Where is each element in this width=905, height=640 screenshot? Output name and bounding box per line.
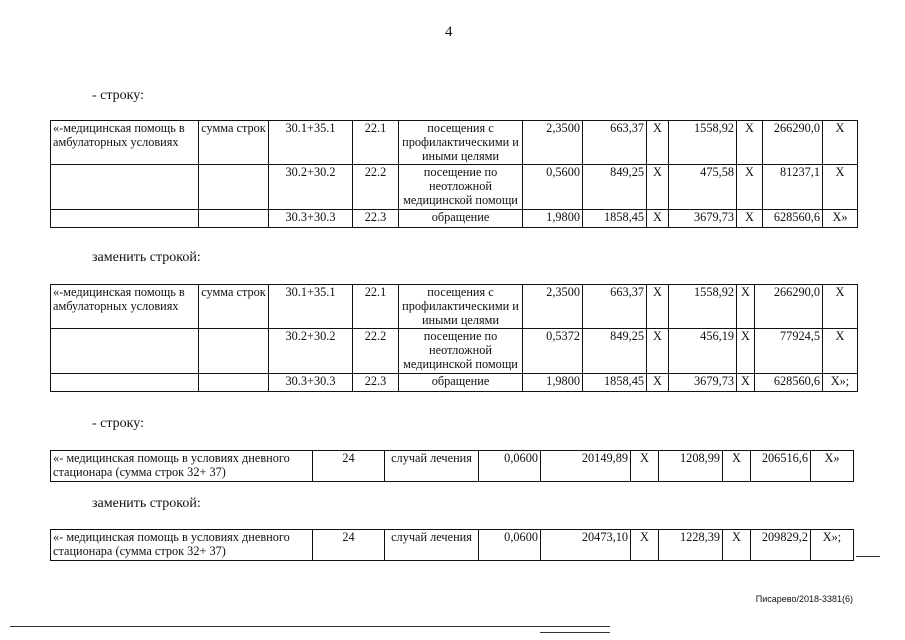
- table-row: [51, 210, 858, 228]
- cell-line-number: 22.3: [353, 210, 399, 228]
- cell-sum: [199, 210, 269, 228]
- cell-total: 266290,0: [755, 285, 823, 329]
- cell-norm: 1,9800: [523, 374, 583, 392]
- cell-unit: посещения с профилактическими и иными целями: [399, 121, 523, 165]
- cell-x: Х: [737, 374, 755, 392]
- label-replace-1: заменить строкой:: [92, 250, 201, 265]
- cell-x: Х: [737, 165, 763, 210]
- scan-edge-line-short: [540, 632, 610, 633]
- cell-formula: 30.1+35.1: [269, 121, 353, 165]
- cell-total: 209829,2: [751, 530, 811, 561]
- cell-x: Х: [647, 285, 669, 329]
- cell-norm: 0,5372: [523, 329, 583, 374]
- cell-unit: посещение по неотложной медицинской помощи: [399, 329, 523, 374]
- cell-per-capita: 1228,39: [659, 530, 723, 561]
- cell-formula: 30.3+30.3: [269, 374, 353, 392]
- cell-unit: посещение по неотложной медицинской помощи: [399, 165, 523, 210]
- cell-x: Х: [737, 285, 755, 329]
- cell-x: Х: [647, 121, 669, 165]
- cell-x: Х: [737, 121, 763, 165]
- table-row: [51, 329, 858, 374]
- cell-unit: посещения с профилактическими и иными целями: [399, 285, 523, 329]
- cell-norm: 0,5600: [523, 165, 583, 210]
- table-day-hospital-original: [50, 450, 854, 482]
- cell-x: Х»;: [823, 374, 858, 392]
- table-ambulatory-original: [50, 120, 858, 228]
- cell-name: [51, 374, 199, 392]
- label-row-1: - строку:: [92, 88, 144, 103]
- cell-line-number: 22.2: [353, 329, 399, 374]
- cell-x: Х: [647, 329, 669, 374]
- cell-cost: 849,25: [583, 329, 647, 374]
- cell-sum: [199, 165, 269, 210]
- cell-x: Х: [631, 530, 659, 561]
- cell-cost: 20473,10: [541, 530, 631, 561]
- cell-norm: 0,0600: [479, 451, 541, 482]
- cell-name: [51, 210, 199, 228]
- cell-x: Х: [737, 329, 755, 374]
- cell-cost: 849,25: [583, 165, 647, 210]
- cell-x: Х»: [811, 451, 854, 482]
- cell-total: 206516,6: [751, 451, 811, 482]
- cell-x: Х: [823, 329, 858, 374]
- cell-x: Х: [631, 451, 659, 482]
- cell-name: «-медицинская помощь в амбулаторных условиях: [51, 121, 199, 165]
- cell-x: Х: [723, 530, 751, 561]
- cell-cost: 663,37: [583, 285, 647, 329]
- cell-per-capita: 3679,73: [669, 374, 737, 392]
- table-row: [51, 374, 858, 392]
- cell-formula: 30.2+30.2: [269, 165, 353, 210]
- cell-x: Х: [823, 285, 858, 329]
- cell-line-number: 22.1: [353, 285, 399, 329]
- cell-x: Х: [647, 210, 669, 228]
- cell-x: Х: [823, 165, 858, 210]
- cell-name: «- медицинская помощь в условиях дневного стационара (сумма строк 32+ 37): [51, 451, 313, 482]
- table-ambulatory-replacement: [50, 284, 858, 392]
- cell-line-number: 22.3: [353, 374, 399, 392]
- table-row: [51, 121, 858, 165]
- cell-formula: 30.1+35.1: [269, 285, 353, 329]
- cell-name: [51, 329, 199, 374]
- cell-per-capita: 475,58: [669, 165, 737, 210]
- cell-x: Х: [647, 165, 669, 210]
- cell-cost: 1858,45: [583, 210, 647, 228]
- cell-name: «-медицинская помощь в амбулаторных условиях: [51, 285, 199, 329]
- cell-x: Х: [647, 374, 669, 392]
- cell-norm: 2,3500: [523, 121, 583, 165]
- cell-unit: случай лечения: [385, 451, 479, 482]
- cell-per-capita: 1558,92: [669, 121, 737, 165]
- cell-x: Х»: [823, 210, 858, 228]
- cell-unit: обращение: [399, 210, 523, 228]
- cell-line-number: 24: [313, 451, 385, 482]
- cell-sum: [199, 329, 269, 374]
- cell-line-number: 24: [313, 530, 385, 561]
- cell-total: 77924,5: [755, 329, 823, 374]
- cell-formula: 30.2+30.2: [269, 329, 353, 374]
- cell-total: 628560,6: [755, 374, 823, 392]
- scan-edge-line: [10, 626, 610, 627]
- cell-total: 266290,0: [763, 121, 823, 165]
- label-replace-2: заменить строкой:: [92, 496, 201, 511]
- cell-line-number: 22.2: [353, 165, 399, 210]
- table-day-hospital-replacement: [50, 529, 854, 561]
- cell-cost: 20149,89: [541, 451, 631, 482]
- cell-cost: 1858,45: [583, 374, 647, 392]
- page-number: 4: [445, 24, 453, 40]
- table-row: [51, 530, 854, 561]
- cell-per-capita: 456,19: [669, 329, 737, 374]
- cell-unit: случай лечения: [385, 530, 479, 561]
- cell-name: «- медицинская помощь в условиях дневного стационара (сумма строк 32+ 37): [51, 530, 313, 561]
- cell-line-number: 22.1: [353, 121, 399, 165]
- table-row: [51, 451, 854, 482]
- cell-norm: 0,0600: [479, 530, 541, 561]
- cell-cost: 663,37: [583, 121, 647, 165]
- label-row-2: - строку:: [92, 416, 144, 431]
- cell-x: Х: [723, 451, 751, 482]
- cell-x: Х»;: [811, 530, 854, 561]
- cell-norm: 1,9800: [523, 210, 583, 228]
- cell-x: Х: [823, 121, 858, 165]
- document-code: Писарево/2018-3381(6): [755, 594, 853, 604]
- cell-total: 628560,6: [763, 210, 823, 228]
- cell-sum: сумма строк: [199, 121, 269, 165]
- cell-per-capita: 1208,99: [659, 451, 723, 482]
- cell-per-capita: 1558,92: [669, 285, 737, 329]
- cell-norm: 2,3500: [523, 285, 583, 329]
- trailing-rule: [856, 556, 880, 557]
- cell-sum: [199, 374, 269, 392]
- table-row: [51, 165, 858, 210]
- cell-formula: 30.3+30.3: [269, 210, 353, 228]
- cell-x: Х: [737, 210, 763, 228]
- cell-total: 81237,1: [763, 165, 823, 210]
- table-row: [51, 285, 858, 329]
- cell-sum: сумма строк: [199, 285, 269, 329]
- cell-name: [51, 165, 199, 210]
- cell-unit: обращение: [399, 374, 523, 392]
- cell-per-capita: 3679,73: [669, 210, 737, 228]
